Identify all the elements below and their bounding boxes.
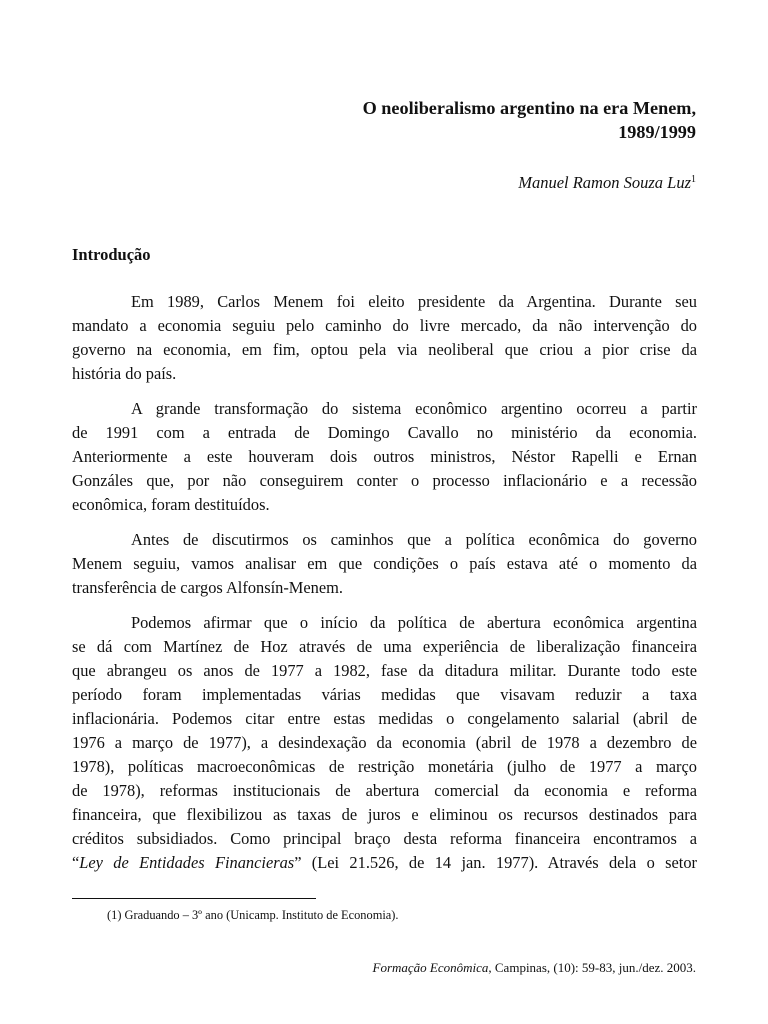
paragraph-line: 1978), políticas macroeconômicas de restrição monetária (julho de 1977 a março <box>72 757 697 776</box>
footnote: (1) Graduando – 3º ano (Unicamp. Instituto de Economia). <box>107 908 399 922</box>
open-quote: “ <box>72 853 80 872</box>
paragraph-line: créditos subsidiados. Como principal braço desta reforma financeira encontramos a <box>72 829 697 848</box>
paragraph-2 <box>72 397 697 517</box>
paragraph-1 <box>72 290 697 386</box>
paragraph-line: econômica, foram destituídos. <box>72 495 270 514</box>
paragraph-line: Anteriormente a este houveram dois outros ministros, Néstor Rapelli e Ernan <box>72 447 697 466</box>
italic-law-name: Ley de Entidades Financieras <box>79 853 295 872</box>
paragraph-line: de 1978), reformas institucionais de abertura comercial da economia e reforma <box>72 781 697 800</box>
paragraph-line: Menem seguiu, vamos analisar em que condições o país estava até o momento da <box>72 554 697 573</box>
paragraph-line: transferência de cargos Alfonsín-Menem. <box>72 578 343 597</box>
title-line-1: O neoliberalismo argentino na era Menem, <box>362 98 696 118</box>
journal-details: , Campinas, (10): 59-83, jun./dez. 2003. <box>488 960 696 975</box>
footnote-divider <box>72 898 316 899</box>
paragraph-line: inflacionária. Podemos citar entre estas medidas o congelamento salarial (abril de <box>72 709 697 728</box>
paragraph-line: história do país. <box>72 364 177 383</box>
title-line-2: 1989/1999 <box>618 122 696 142</box>
line-rest: ” (Lei 21.526, de 14 jan. 1977). Através dela o setor <box>294 853 697 872</box>
article-title <box>196 96 696 144</box>
paragraph-4 <box>72 611 697 875</box>
paragraph-line: governo na economia, em fim, optou pela via neoliberal que criou a pior crise da <box>72 340 697 359</box>
paragraph-line: Gonzáles que, por não conseguirem conter o processo inflacionário e a recessão <box>72 471 697 490</box>
paragraph-line: A grande transformação do sistema econômico argentino ocorreu a partir <box>131 399 697 418</box>
paragraph-line: Em 1989, Carlos Menem foi eleito presidente da Argentina. Durante seu <box>131 292 697 311</box>
paragraph-line: 1976 a março de 1977), a desindexação da economia (abril de 1978 a dezembro de <box>72 733 697 752</box>
paragraph-line: financeira, que flexibilizou as taxas de juros e eliminou os recursos destinados para <box>72 805 697 824</box>
author-name: Manuel Ramon Souza Luz <box>518 173 691 192</box>
paragraph-line: que abrangeu os anos de 1977 a 1982, fase da ditadura militar. Durante todo este <box>72 661 697 680</box>
paragraph-line: de 1991 com a entrada de Domingo Cavallo no ministério da economia. <box>72 423 697 442</box>
paragraph-line-with-italic <box>72 851 697 875</box>
author-byline <box>518 169 696 194</box>
paragraph-line: Podemos afirmar que o início da política de abertura econômica argentina <box>131 613 697 632</box>
journal-citation <box>373 959 697 977</box>
paragraph-line: Antes de discutirmos os caminhos que a política econômica do governo <box>131 530 697 549</box>
paragraph-line: se dá com Martínez de Hoz através de uma experiência de liberalização financeira <box>72 637 697 656</box>
section-heading: Introdução <box>72 245 151 264</box>
footnote-marker: 1 <box>691 174 696 185</box>
paragraph-3 <box>72 528 697 600</box>
body-text <box>72 290 697 886</box>
paragraph-line: período foram implementadas várias medidas que visavam reduzir a taxa <box>72 685 697 704</box>
journal-name: Formação Econômica <box>372 960 489 975</box>
paragraph-line: mandato a economia seguiu pelo caminho do livre mercado, da não intervenção do <box>72 316 697 335</box>
